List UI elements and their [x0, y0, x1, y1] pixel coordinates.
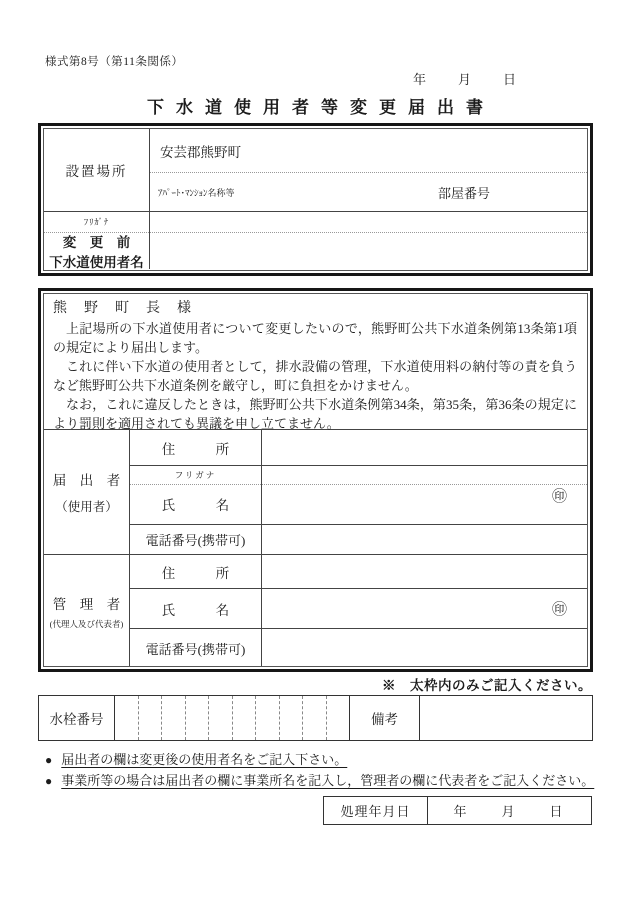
dotted-divider [130, 484, 587, 485]
instruction-text: 事業所等の場合は届出者の欄に事業所名を記入し，管理者の欄に代表者をご記入ください。 [61, 772, 595, 788]
fields-grid [44, 430, 587, 667]
tap-number-digit-cells [115, 696, 350, 740]
applicant-address-label: 住 所 [130, 430, 262, 466]
place-value-cell [150, 129, 587, 211]
manager-name-value-cell [262, 589, 587, 628]
declaration-table-inner [43, 293, 588, 667]
furigana-label: フリガナ [174, 470, 217, 480]
tap-number-table [38, 695, 593, 741]
applicant-address-value-cell [262, 430, 587, 466]
before-change-sublabel: 下水道使用者名 [49, 255, 144, 270]
dotted-divider [44, 232, 587, 233]
digit-cell [138, 696, 162, 740]
manager-phone-label: 電話番号(携帯可) [130, 629, 262, 667]
before-change-label-cell [44, 212, 150, 269]
remarks-value-cell [420, 696, 592, 740]
manager-role-sublabel: (代理人及び代表者) [49, 618, 124, 629]
applicant-name-label-cell [130, 466, 262, 524]
applicant-role-cell [44, 430, 130, 555]
applicant-name-row [130, 466, 587, 525]
digit-cell [208, 696, 232, 740]
furigana-label: ﾌﾘｶﾞﾅ [83, 217, 110, 227]
apartment-label: ｱﾊﾟｰﾄ･ﾏﾝｼｮﾝ名称等 [158, 187, 235, 198]
place-label: 設置場所 [44, 129, 150, 211]
processing-date-label: 処理年月日 [324, 797, 428, 824]
bullet-icon: ● [45, 753, 53, 767]
declaration-paragraph: これに伴い下水道の使用者として，排水設備の管理，下水道使用料の納付等の責を負うなど熊野町公共下水道条例を厳守し，町に負担をかけません。 [53, 359, 577, 393]
manager-address-label: 住 所 [130, 555, 262, 589]
applicant-role-sublabel: （使用者） [55, 500, 118, 514]
applicant-name-label: 氏 名 [161, 498, 230, 513]
declaration-statement [44, 294, 587, 430]
location-row [44, 129, 587, 212]
instruction-list [45, 750, 594, 791]
applicant-role-label: 届 出 者 [52, 473, 121, 488]
seal-mark-icon: ㊞ [551, 488, 567, 505]
form-number-label: 様式第8号（第11条関係） [45, 56, 184, 68]
before-change-value-cell [150, 212, 587, 269]
seal-mark-icon: ㊞ [551, 602, 567, 618]
remarks-label: 備考 [350, 696, 420, 740]
place-value: 安芸郡熊野町 [150, 129, 587, 173]
processing-date-blank: 年 月 日 [453, 804, 566, 819]
applicant-phone-label: 電話番号(携帯可) [130, 525, 262, 555]
declaration-paragraph: なお，これに違反したときは，熊野町公共下水道条例第34条，第35条，第36条の規定により罰則を適用されても異議を申し立てません。 [53, 397, 577, 431]
location-table [38, 123, 593, 276]
manager-role-label: 管 理 者 [52, 596, 121, 612]
declaration-paragraph: 上記場所の下水道使用者について変更したいので，熊野町公共下水道条例第13条第1項の規定により届出します。 [53, 321, 577, 355]
manager-name-label-cell [130, 589, 262, 628]
applicant-name-value-cell [262, 466, 587, 524]
before-change-label: 変 更 前 [62, 235, 131, 250]
manager-role-cell [44, 555, 130, 667]
instruction-item [45, 750, 594, 771]
before-change-row [44, 212, 587, 269]
manager-address-value-cell [262, 555, 587, 589]
instruction-item [45, 771, 594, 792]
page-title: 下水道使用者等変更届出書 [147, 98, 495, 117]
manager-phone-value-cell [262, 629, 587, 667]
instruction-text: 届出者の欄は変更後の使用者名をご記入下さい。 [61, 752, 348, 767]
digit-cell [302, 696, 326, 740]
declaration-table [38, 288, 593, 672]
digit-cell [115, 696, 138, 740]
manager-name-row [130, 589, 587, 629]
bullet-icon: ● [45, 773, 53, 788]
digit-cell [326, 696, 350, 740]
digit-cell [232, 696, 256, 740]
digit-cell [255, 696, 279, 740]
date-blank: 年 月 日 [413, 72, 519, 87]
addressee-label: 熊野町長様 [53, 301, 208, 316]
apartment-row [150, 173, 587, 211]
bold-frame-note: ※ 太枠内のみご記入ください。 [382, 678, 592, 693]
digit-cell [279, 696, 303, 740]
applicant-phone-value-cell [262, 525, 587, 555]
manager-name-label: 氏 名 [161, 602, 230, 618]
location-table-inner [43, 128, 588, 271]
digit-cell [161, 696, 185, 740]
tap-number-label: 水栓番号 [39, 696, 115, 740]
digit-cell [185, 696, 209, 740]
room-number-label: 部屋番号 [437, 185, 490, 201]
processing-date-table [323, 796, 592, 825]
